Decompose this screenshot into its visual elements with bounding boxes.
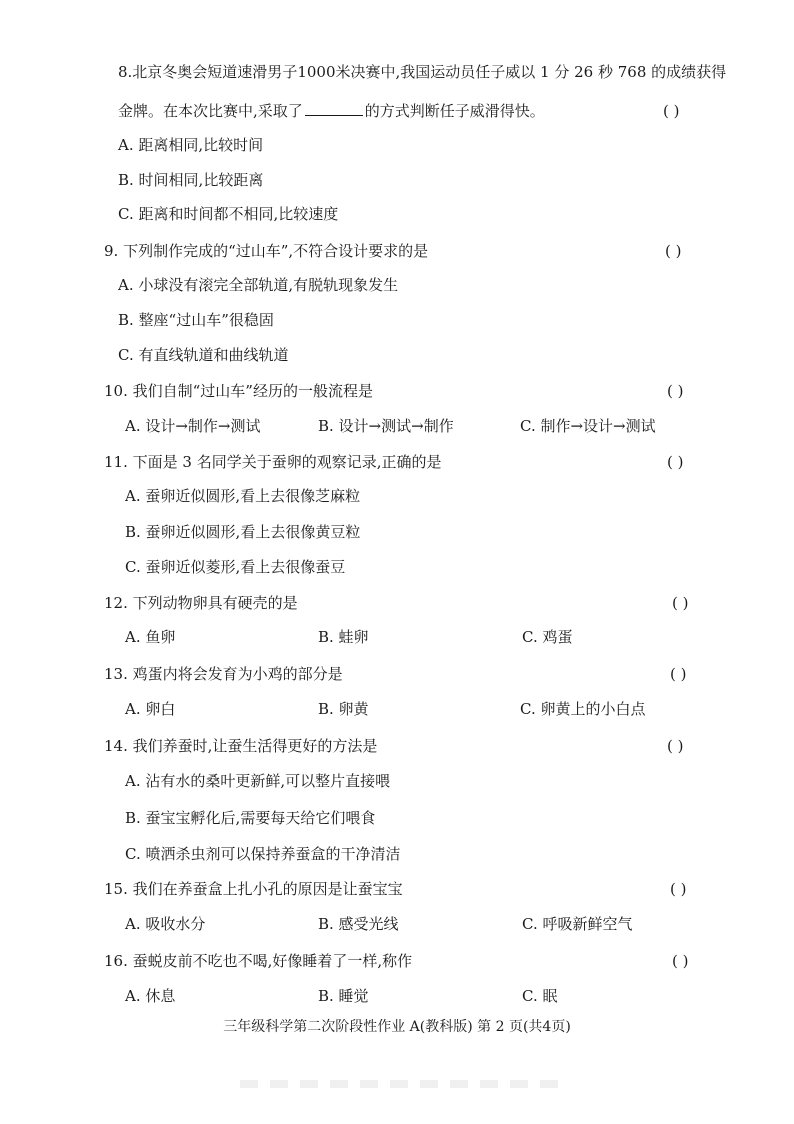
question-14-option-c (0, 840, 794, 868)
question-14-option-b (0, 804, 794, 832)
answer-paren-15[interactable]: ( ) (670, 880, 687, 898)
question-11-stem: 11. 下面是 3 名同学关于蚕卵的观察记录,正确的是 (104, 453, 442, 471)
question-16-stem-line (0, 947, 794, 975)
question-15-stem: 15. 我们在养蚕盒上扎小孔的原因是让蚕宝宝 (104, 880, 403, 898)
option-b-text: B. 睡觉 (318, 987, 369, 1005)
question-9-stem-line (0, 237, 794, 265)
option-c-text: C. 制作→设计→测试 (520, 417, 656, 435)
option-b-text: B. 感受光线 (318, 915, 399, 933)
answer-paren-14[interactable]: ( ) (667, 737, 684, 755)
question-14-stem-line (0, 732, 794, 760)
option-a-text: A. 设计→制作→测试 (125, 417, 261, 435)
option-b-text: B. 设计→测试→制作 (318, 417, 454, 435)
question-8-option-a (0, 131, 794, 159)
question-15-stem-line (0, 875, 794, 903)
answer-paren-12[interactable]: ( ) (672, 594, 689, 612)
question-8-stem-line-1 (0, 58, 794, 86)
question-11-option-a (0, 482, 794, 510)
option-text: B. 整座“过山车”很稳固 (118, 311, 274, 329)
option-b-text: B. 卵黄 (318, 700, 369, 718)
question-11-option-c (0, 553, 794, 581)
question-9-option-a (0, 271, 794, 299)
question-8-stem: 8.北京冬奥会短道速滑男子1000米决赛中,我国运动员任子威以 1 分 26 秒 768 的成绩获得 (118, 63, 727, 81)
option-c-text: C. 眠 (522, 987, 558, 1005)
question-12-stem: 12. 下列动物卵具有硬壳的是 (104, 594, 298, 612)
question-10-stem: 10. 我们自制“过山车”经历的一般流程是 (104, 382, 373, 400)
question-13-stem-line (0, 660, 794, 688)
answer-paren-8[interactable]: ( ) (663, 102, 680, 120)
question-16-stem: 16. 蚕蜕皮前不吃也不喝,好像睡着了一样,称作 (104, 952, 413, 970)
answer-blank[interactable] (305, 99, 363, 116)
question-15-options (0, 910, 794, 938)
option-text: C. 蚕卵近似菱形,看上去很像蚕豆 (125, 558, 346, 576)
question-8-stem-part-b: 的方式判断任子威滑得快。 (364, 102, 545, 120)
option-text: B. 蚕卵近似圆形,看上去很像黄豆粒 (125, 523, 361, 541)
option-text: A. 蚕卵近似圆形,看上去很像芝麻粒 (125, 487, 361, 505)
question-14-option-a (0, 767, 794, 795)
option-text: C. 有直线轨道和曲线轨道 (118, 346, 289, 364)
question-14-stem: 14. 我们养蚕时,让蚕生活得更好的方法是 (104, 737, 378, 755)
question-10-options (0, 412, 794, 440)
option-a-text: A. 鱼卵 (125, 628, 176, 646)
question-9-stem: 9. 下列制作完成的“过山车”,不符合设计要求的是 (104, 242, 429, 260)
answer-paren-16[interactable]: ( ) (672, 952, 689, 970)
question-8-option-c (0, 200, 794, 228)
question-8-stem-line-2 (0, 97, 794, 125)
option-text: A. 距离相同,比较时间 (118, 136, 264, 154)
question-13-stem: 13. 鸡蛋内将会发育为小鸡的部分是 (104, 665, 343, 683)
scan-artifact (240, 1080, 560, 1088)
option-text: C. 喷洒杀虫剂可以保持养蚕盒的干净清洁 (125, 845, 401, 863)
option-text: A. 沾有水的桑叶更新鲜,可以整片直接喂 (125, 772, 391, 790)
option-c-text: C. 卵黄上的小白点 (520, 700, 646, 718)
question-9-option-b (0, 306, 794, 334)
question-11-stem-line (0, 448, 794, 476)
option-text: A. 小球没有滚完全部轨道,有脱轨现象发生 (118, 276, 399, 294)
option-text: B. 时间相同,比较距离 (118, 171, 264, 189)
question-9-option-c (0, 341, 794, 369)
option-a-text: A. 卵白 (125, 700, 176, 718)
answer-paren-9[interactable]: ( ) (665, 242, 682, 260)
question-11-option-b (0, 518, 794, 546)
question-16-options (0, 982, 794, 1010)
question-12-options (0, 623, 794, 651)
option-c-text: C. 呼吸新鲜空气 (522, 915, 633, 933)
option-a-text: A. 吸收水分 (125, 915, 206, 933)
page-footer: 三年级科学第二次阶段性作业 A(教科版) 第 2 页(共4页) (223, 1019, 571, 1035)
question-8-stem-part-a: 金牌。在本次比赛中,采取了 (118, 102, 303, 120)
option-c-text: C. 鸡蛋 (522, 628, 573, 646)
option-text: C. 距离和时间都不相同,比较速度 (118, 205, 339, 223)
option-text: B. 蚕宝宝孵化后,需要每天给它们喂食 (125, 809, 376, 827)
answer-paren-13[interactable]: ( ) (670, 665, 687, 683)
option-a-text: A. 休息 (125, 987, 176, 1005)
answer-paren-10[interactable]: ( ) (667, 382, 684, 400)
answer-paren-11[interactable]: ( ) (667, 453, 684, 471)
question-10-stem-line (0, 377, 794, 405)
option-b-text: B. 蛙卵 (318, 628, 369, 646)
question-13-options (0, 695, 794, 723)
question-8-option-b (0, 166, 794, 194)
question-12-stem-line (0, 589, 794, 617)
